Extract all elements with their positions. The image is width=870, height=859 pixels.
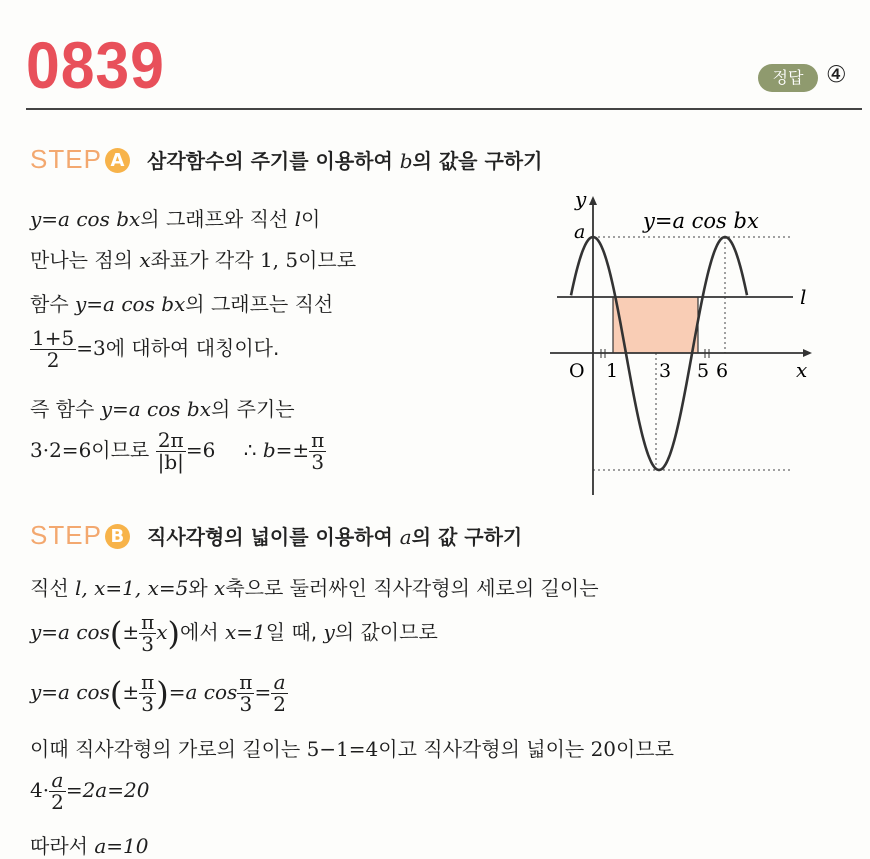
fraction bbox=[139, 672, 156, 715]
step-b-label: STEP bbox=[30, 520, 102, 550]
shaded-rectangle bbox=[613, 297, 698, 353]
equation: y=a cos bbox=[30, 680, 110, 704]
equation: 5−1=4 bbox=[306, 737, 379, 761]
denominator: |b| bbox=[157, 450, 184, 474]
y-axis-arrow-icon bbox=[589, 196, 597, 205]
step-b-title bbox=[147, 525, 522, 549]
equation: y=a cos bbox=[30, 620, 110, 644]
numerator: a bbox=[49, 770, 66, 792]
equation: x=1 bbox=[225, 620, 266, 644]
equals: = bbox=[254, 680, 272, 704]
equation: a=10 bbox=[94, 834, 149, 858]
text: 와 bbox=[188, 576, 215, 600]
curve-label: y=a cos bx bbox=[643, 209, 759, 233]
denominator: 2 bbox=[46, 348, 60, 372]
variable: y bbox=[323, 620, 335, 644]
therefore-symbol: ∴ bbox=[243, 438, 257, 462]
step-a-title-var: b bbox=[399, 149, 413, 173]
numerator: π bbox=[239, 670, 253, 694]
text: 즉 함수 bbox=[30, 397, 101, 421]
fraction bbox=[30, 328, 76, 371]
tick-label-3: 3 bbox=[659, 360, 672, 382]
step-b-letter-icon: B bbox=[105, 524, 130, 549]
answer-badge: 정답 bbox=[758, 64, 818, 92]
numerator: 2π bbox=[156, 430, 186, 452]
step-b-line-2: y=a cos(± $\frac{\pi}{3}$ x)에서 x=1일 때, y의 값이므로 bbox=[30, 610, 438, 656]
text: 에서 bbox=[180, 620, 226, 644]
step-b-title-var: a bbox=[399, 525, 412, 549]
tick-label-1: 1 bbox=[606, 360, 619, 382]
line-l-label: l bbox=[800, 285, 807, 309]
problem-number: 0839 bbox=[26, 28, 165, 102]
equation: y=a cos bx bbox=[30, 207, 141, 231]
step-b-title-pre: 직사각형의 넓이를 이용하여 bbox=[147, 525, 400, 549]
step-a-title-post: 의 값을 구하기 bbox=[412, 149, 543, 173]
text: 따라서 bbox=[30, 834, 95, 858]
step-a-title bbox=[147, 149, 542, 173]
header-divider bbox=[26, 108, 862, 110]
y-axis-label: y bbox=[575, 187, 587, 211]
step-a-line-5 bbox=[30, 393, 295, 422]
text: 좌표가 각각 bbox=[150, 248, 260, 272]
numerator: 1+5 bbox=[32, 326, 75, 350]
step-a-letter-icon: A bbox=[105, 148, 130, 173]
numerator: a bbox=[271, 672, 288, 694]
step-a-heading bbox=[30, 144, 542, 175]
tick-label-6: 6 bbox=[716, 360, 729, 382]
text: 만나는 점의 bbox=[30, 248, 140, 272]
step-a-title-pre: 삼각함수의 주기를 이용하여 bbox=[147, 149, 400, 173]
text: 의 그래프와 직선 bbox=[140, 207, 295, 231]
denominator: 2 bbox=[273, 692, 286, 716]
cosine-graph bbox=[540, 186, 840, 504]
equation: b=± bbox=[262, 438, 310, 462]
value: 20 bbox=[590, 737, 617, 761]
text: 의 값이므로 bbox=[334, 620, 438, 644]
step-a-line-6 bbox=[30, 430, 326, 473]
text: 이고 직사각형의 넓이는 bbox=[378, 737, 591, 761]
step-a-line-1 bbox=[30, 203, 320, 232]
text: 직선 bbox=[30, 576, 75, 600]
equation: y=a cos bx bbox=[75, 292, 186, 316]
text: 이 bbox=[301, 207, 321, 231]
step-b-line-1 bbox=[30, 572, 599, 601]
step-b-line-3: y=a cos(± $\frac{\pi}{3}$ )=a cos $\frac{\pi}{3}$ = $\frac{a}{2}$ bbox=[30, 670, 286, 716]
step-b-title-post: 의 값 구하기 bbox=[411, 525, 523, 549]
fraction bbox=[156, 430, 186, 473]
denominator: 3 bbox=[141, 632, 155, 656]
text: 축으로 둘러싸인 직사각형의 세로의 길이는 bbox=[225, 576, 599, 600]
variable: x bbox=[214, 576, 226, 600]
text: 이므로 bbox=[298, 248, 357, 272]
plus-minus: ± bbox=[122, 620, 140, 644]
fraction bbox=[237, 672, 254, 715]
step-a-label: STEP bbox=[30, 144, 102, 174]
denominator: 3 bbox=[141, 692, 155, 716]
step-b-line-4 bbox=[30, 733, 674, 762]
text: 의 주기는 bbox=[210, 397, 295, 421]
plus-minus: ± bbox=[122, 680, 140, 704]
text: 함수 bbox=[30, 292, 75, 316]
denominator: 3 bbox=[311, 450, 325, 474]
denominator: 3 bbox=[239, 692, 253, 716]
origin-label: O bbox=[569, 360, 585, 382]
equation: y=a cos bx bbox=[100, 397, 211, 421]
step-a-line-3 bbox=[30, 288, 333, 317]
fraction bbox=[49, 770, 66, 813]
step-b-heading bbox=[30, 520, 522, 551]
equation: =6 bbox=[185, 438, 216, 462]
equation: l, x=1, x=5 bbox=[75, 576, 189, 600]
tick-label-5: 5 bbox=[697, 360, 710, 382]
text: 의 그래프는 직선 bbox=[185, 292, 334, 316]
equation: =a cos bbox=[168, 680, 238, 704]
step-b-line-6 bbox=[30, 830, 148, 859]
denominator: 2 bbox=[51, 790, 64, 814]
variable: l bbox=[294, 207, 302, 231]
numerator: π bbox=[311, 428, 325, 452]
x-axis-arrow-icon bbox=[803, 349, 812, 357]
x-axis-label: x bbox=[796, 358, 808, 382]
step-a-line-4 bbox=[30, 328, 279, 371]
equation: =2a=20 bbox=[65, 778, 150, 802]
step-a-line-2 bbox=[30, 244, 356, 273]
text: 이므로 bbox=[91, 438, 156, 462]
text: 일 때, bbox=[265, 620, 324, 644]
numerator: π bbox=[141, 610, 155, 634]
a-label: a bbox=[574, 221, 586, 243]
text: 에 대하여 대칭이다. bbox=[105, 336, 280, 360]
text: 이때 직사각형의 가로의 길이는 bbox=[30, 737, 307, 761]
equation: =3 bbox=[76, 336, 106, 360]
numerator: π bbox=[141, 670, 155, 694]
values: 1, 5 bbox=[259, 248, 299, 272]
text: 이므로 bbox=[616, 737, 674, 761]
equation: 3·2=6 bbox=[30, 438, 92, 462]
answer-value: ④ bbox=[826, 62, 847, 88]
variable: x bbox=[139, 248, 151, 272]
fraction bbox=[309, 430, 326, 473]
fraction bbox=[139, 612, 156, 655]
equation: 4· bbox=[30, 778, 50, 802]
step-b-line-5 bbox=[30, 770, 149, 813]
variable: x bbox=[156, 620, 168, 644]
fraction bbox=[271, 672, 288, 715]
